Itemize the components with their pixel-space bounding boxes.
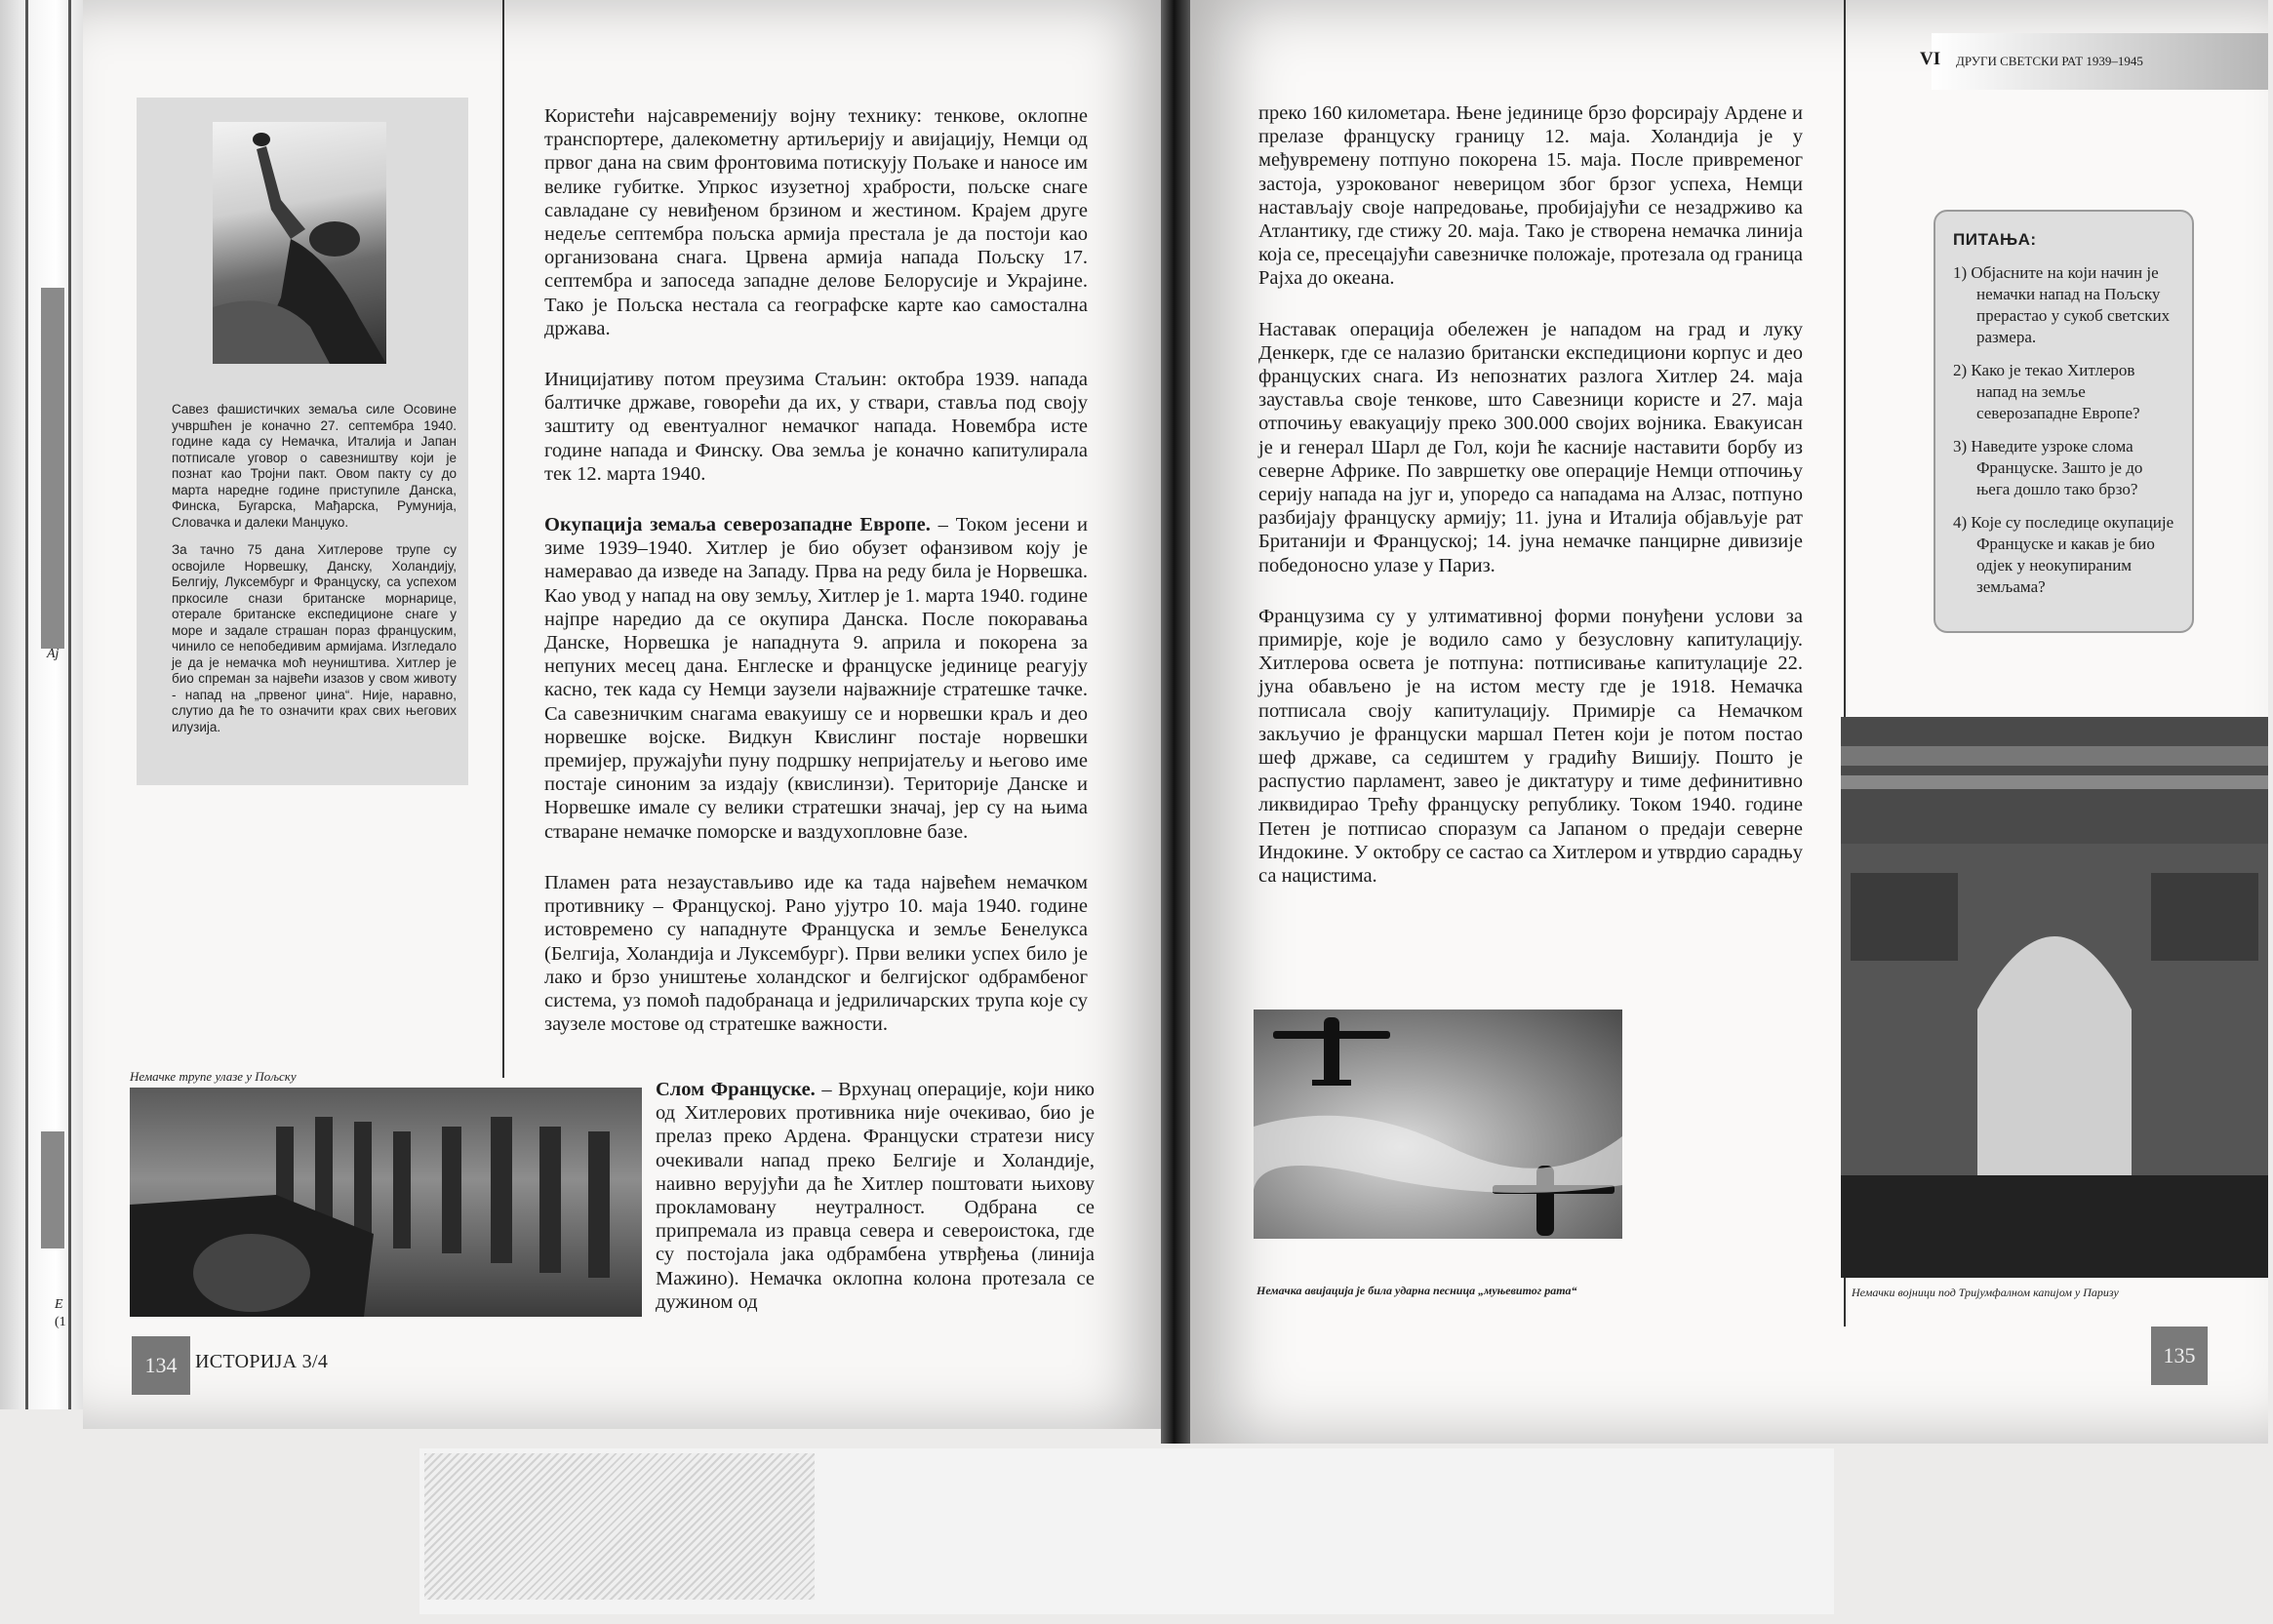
- body-paragraph: Користећи најсавременију војну технику: тенкове, оклопне транспортере, далекометну артиљерију и авијацију, Немци од првог дана на свим фронтовима потискују Пољаке и наносе им велике губитке. Упркос изузетној храбрости, пољске снаге савладане су невиђеном брзином и жестином. Крајем друге недеље септембра пољска армија престала је да постоји као организована снага. Црвена армија напада Пољску 17. септембра и запоседа западне делове Белорусије и Украјине. Тако је Пољска нестала са географске карте као самостална држава.: [544, 105, 1088, 339]
- question-item: 1) Објасните на који начин је немачки напад на Пољску прерастао у сукоб светских размера.: [1953, 263, 2171, 346]
- page-edge-line: [68, 0, 71, 1409]
- book-gutter: [1161, 0, 1190, 1444]
- underlying-photo-strip: [41, 288, 64, 649]
- left-main-column: [544, 104, 1088, 1063]
- bomber-planes-icon: [1254, 1010, 1622, 1239]
- photo-caption-arch: Немачки војници под Тријумфалном капијом у Паризу: [1852, 1286, 2119, 1299]
- page-edge-line: [25, 0, 28, 1409]
- section-france-paragraph: [656, 1078, 1095, 1314]
- underlying-photo-strip: [41, 1131, 64, 1248]
- photo-caption-poland: Немачке трупе улазе у Пољску: [130, 1069, 297, 1084]
- sidebar-paragraph: Савез фашистичких земаља силе Осовине учвршћен је коначно 27. септембра 1940. године када су Немачка, Италија и Јапан потписале уговор о савезништву који је познат као Тројни пакт. Овом пакту су до марта наредне године приступиле Данска, Финска, Бугарска, Мађарска, Румунија, Словачка и далеки Манџуко.: [172, 402, 457, 530]
- question-item: 3) Наведите узроке слома Француске. Зашто је до њега дошло тако брзо?: [1953, 437, 2143, 498]
- questions-box: [1934, 210, 2194, 633]
- column-rule: [1844, 0, 1846, 722]
- soldier-silhouette-icon: [213, 122, 386, 364]
- margin-fragment: Е: [55, 1297, 63, 1312]
- body-paragraph: Иницијативу потом преузима Стаљин: октобра 1939. напада балтичке државе, говорећи да их, у ствари, ставља под своју заштиту од евентуалног немачког напада. Новембра исте године напада и Финску. Ова земља је коначно капитулирала тек 12. марта 1940.: [544, 369, 1088, 485]
- section-france: [656, 1078, 1095, 1341]
- german-aviation-photo: [1254, 1010, 1622, 1239]
- question-item: 2) Како је текао Хитлеров напад на земље северозападне Европе?: [1953, 361, 2140, 422]
- body-paragraph: Французима су у ултимативној форми понуђени услови за примирје, које је водило само у безусловну капитулацију. Хитлерова освета је потпуна: потписивање капитулације 22. јуна обављено је на истом месту где је 1918. Немачка потписала своју капитулацију. Примирје са Немачком закључио је француски маршал Петен који је потом постао шеф државе, са седиштем у градићу Вишију. Пошто је распустио парламент, завео је диктатуру и тиме дефинитивно ликвидирао Трећу француску републику. Током 1940. године Петен је потписао споразум са Јапаном о предаји северне Индокине. У октобру се састао са Хитлером и утврдио сарадњу са нацистима.: [1258, 605, 1803, 888]
- sidebar-paragraph: За тачно 75 дана Хитлерове трупе су освојиле Норвешку, Данску, Холандију, Белгију, Луксембург и Француску, са успехом пркосиле снази британске морнарице, отерале британске експедиционе снаге у море и задале страшан пораз француским, чинило се непобедивим армијама. Изгледало је да је немачка моћ неуништива. Хитлер је био спреман за највећи изазов у свом животу - напад на „првеног џина“. Није, наравно, слутио да ће то означити крах свих његових илузија.: [172, 542, 457, 734]
- section-heading: Окупација земаља северозападне Европе.: [544, 514, 931, 536]
- section-text: – Током јесени и зиме 1939–1940. Хитлер је био обузет офанзивом коју је намеравао да изведе на Западу. Прва на реду била је Норвешка. Као увод у напад на ову земљу, Хитлер је 1. марта 1940. године најпре наредио да се окупира Данска. После покоравања Данске, Норвешка је нападнута 9. априла и покорена за непуних месец дана. Енглеске и француске јединице реагују касно, тек када су Немци заузели најважније стратешке тачке. Са савезничким снагама евакуишу се и норвешки краљ и део норвешке војске. Видкун Квислинг постаје норвешки премијер, пружајући пуну подршку непријатељу и његово име постаје синоним за издају (квислинзи). Територије Данске и Норвешке имале су велики стратешки значај, јер су на њима стваране немачке поморске и ваздухопловне базе.: [544, 514, 1088, 843]
- column-rule: [502, 0, 504, 1078]
- section-text: – Врхунац операције, који нико од Хитлерових противника није очекивао, био је прелаз преко Ардена. Француски стратези нису очекивали напад преко Белгије и Холандије, наивно верујући да ће Хитлер поштовати њихову прокламовану неутралност. Одбрана се припремала из правца севера и североистока, где су постојала јака одбрамбена утврђења (линија Мажино). Немачка оклопна колона протезала се дужином од: [656, 1079, 1095, 1313]
- page-number-left: 134: [132, 1336, 190, 1395]
- sidebar-text: [172, 402, 457, 747]
- questions-list: [1935, 262, 2192, 598]
- page-number-right: 135: [2151, 1327, 2208, 1385]
- margin-fragment: Ај: [47, 647, 60, 661]
- chapter-title: ДРУГИ СВЕТСКИ РАТ 1939–1945: [1956, 54, 2143, 68]
- margin-fragment: (1: [55, 1315, 66, 1329]
- photo-caption-aviation: Немачка авијација је била ударна песница „муњевитог рата“: [1256, 1284, 1577, 1297]
- section-north-europe: [544, 513, 1088, 844]
- chapter-number: VI: [1920, 49, 1941, 69]
- arc-de-triomphe-icon: [1841, 717, 2268, 1278]
- body-paragraph: преко 160 километара. Њене јединице брзо форсирају Ардене и прелазе француску границу 12. маја. Холандија је у међувремену потпуно покорена 15. маја. После привременог застоја, узрокованог неверицом због брзог успеха, Немци настављају своје напредовање, пробијајући се незадрживо ка Атлантику, где стижу 20. маја. Тако је створена немачка линија која се, пресецајући савезничке положаје, протезала од граница Рајха до океана.: [1258, 102, 1803, 290]
- question-item: 4) Које су последице окупације Француске и какав је био одјек у неокупираним земљама?: [1953, 513, 2174, 596]
- scan-noise: [424, 1453, 815, 1600]
- body-paragraph: Пламен рата незаустављиво иде ка тада највећем немачком противнику – Француској. Рано ујутро 10. маја 1940. године истовремено су нападнуте Француска и земље Бенелукса (Белгија, Холандија и Луксембург). Први велики успех било је лако и брзо уништење холандског и белгијског одбрамбеног система, уз помоћ падобранаца и једриличарских трупа које су заузеле мостове од стратешке важности.: [544, 871, 1088, 1036]
- troops-entering-poland-photo: [130, 1088, 642, 1317]
- body-paragraph: Наставак операција обележен је нападом на град и луку Денкерк, где се налазио британски експедициони корпус и део француских снага. Из непознатих разлога Хитлер 24. маја зауставља своје тенкове, што Савезници користе и 27. маја отпочињу евакуацију преко 300.000 својих војника. Евакуисан је и генерал Шарл де Гол, који ће касније наставити борбу из северне Африке. По завршетку ове операције Немци отпочињу серију напада на југ и, упоредо са нападама на Алзас, потпуно разбијају француску армију; 11. јуна и Италија објављује рат Британији и Француској; 14. јуна немачке панцирне дивизије победоносно улазе у Париз.: [1258, 318, 1803, 576]
- soldier-grenade-photo: [213, 122, 386, 364]
- marching-troops-icon: [130, 1088, 642, 1317]
- triumphal-arch-photo: [1841, 717, 2268, 1278]
- running-head-left: ИСТОРИЈА 3/4: [195, 1351, 329, 1372]
- questions-heading: ПИТАЊА:: [1953, 230, 2037, 249]
- right-main-column: [1258, 101, 1803, 915]
- section-heading: Слом Француске.: [656, 1079, 816, 1100]
